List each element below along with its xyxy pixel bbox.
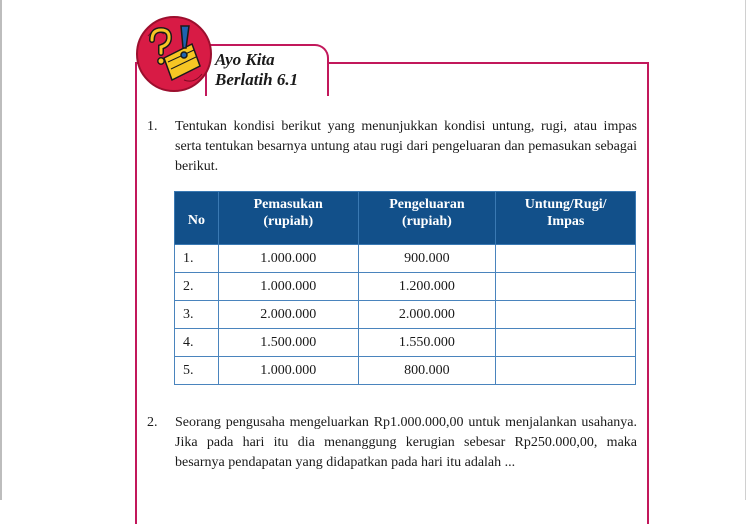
question-1-number: 1. <box>147 119 158 134</box>
header-pengeluaran-line2: (rupiah) <box>402 214 452 229</box>
cell-pengeluaran: 1.200.000 <box>358 273 496 301</box>
header-pemasukan-line1: Pemasukan <box>253 197 323 212</box>
cell-no: 3. <box>175 301 219 329</box>
exercise-title <box>215 50 298 90</box>
exercise-badge-icon <box>134 14 214 94</box>
cell-pemasukan: 1.500.000 <box>218 329 358 357</box>
cell-no: 1. <box>175 245 219 273</box>
cell-pemasukan: 1.000.000 <box>218 357 358 385</box>
question-2-number: 2. <box>147 415 158 430</box>
cell-pengeluaran: 2.000.000 <box>358 301 496 329</box>
cell-pengeluaran: 900.000 <box>358 245 496 273</box>
table-row <box>175 301 636 329</box>
page-edge-right <box>745 0 746 500</box>
cell-status[interactable] <box>496 301 636 329</box>
table-row <box>175 357 636 385</box>
question-2-text: Seorang pengusaha mengeluarkan Rp1.000.000,00 untuk menjalankan usahanya. Jika pada hari itu dia menanggung kerugian sebesar Rp250.000,00, maka besarnya pendapatan yang didapatkan pada hari itu adalah ... <box>175 415 637 470</box>
header-pengeluaran <box>358 192 496 245</box>
question-1-text: Tentukan kondisi berikut yang menunjukkan kondisi untung, rugi, atau impas serta tentukan besarnya untung atau rugi dari pengeluaran dan pemasukan sebagai berikut. <box>175 119 637 174</box>
exercise-title-line1: Ayo Kita <box>215 50 275 69</box>
cell-pengeluaran: 1.550.000 <box>358 329 496 357</box>
cell-pengeluaran: 800.000 <box>358 357 496 385</box>
cell-pemasukan: 1.000.000 <box>218 245 358 273</box>
cell-no: 5. <box>175 357 219 385</box>
page-edge-left <box>0 0 2 500</box>
table-row <box>175 245 636 273</box>
header-status-line2: Impas <box>546 214 585 229</box>
header-status <box>496 192 636 245</box>
header-pemasukan <box>218 192 358 245</box>
exercise-title-line2: Berlatih 6.1 <box>215 70 299 89</box>
profit-loss-table <box>174 191 636 385</box>
cell-status[interactable] <box>496 357 636 385</box>
cell-no: 2. <box>175 273 219 301</box>
header-pemasukan-line2: (rupiah) <box>263 214 314 229</box>
header-status-line1: Untung/Rugi/ <box>524 197 607 212</box>
cell-no: 4. <box>175 329 219 357</box>
header-no: No <box>175 192 219 245</box>
cell-pemasukan: 2.000.000 <box>218 301 358 329</box>
cell-status[interactable] <box>496 329 636 357</box>
table-header-row <box>175 192 636 245</box>
cell-status[interactable] <box>496 245 636 273</box>
table-row <box>175 329 636 357</box>
header-pengeluaran-line1: Pengeluaran <box>389 197 465 212</box>
cell-status[interactable] <box>496 273 636 301</box>
cell-pemasukan: 1.000.000 <box>218 273 358 301</box>
table-row <box>175 273 636 301</box>
